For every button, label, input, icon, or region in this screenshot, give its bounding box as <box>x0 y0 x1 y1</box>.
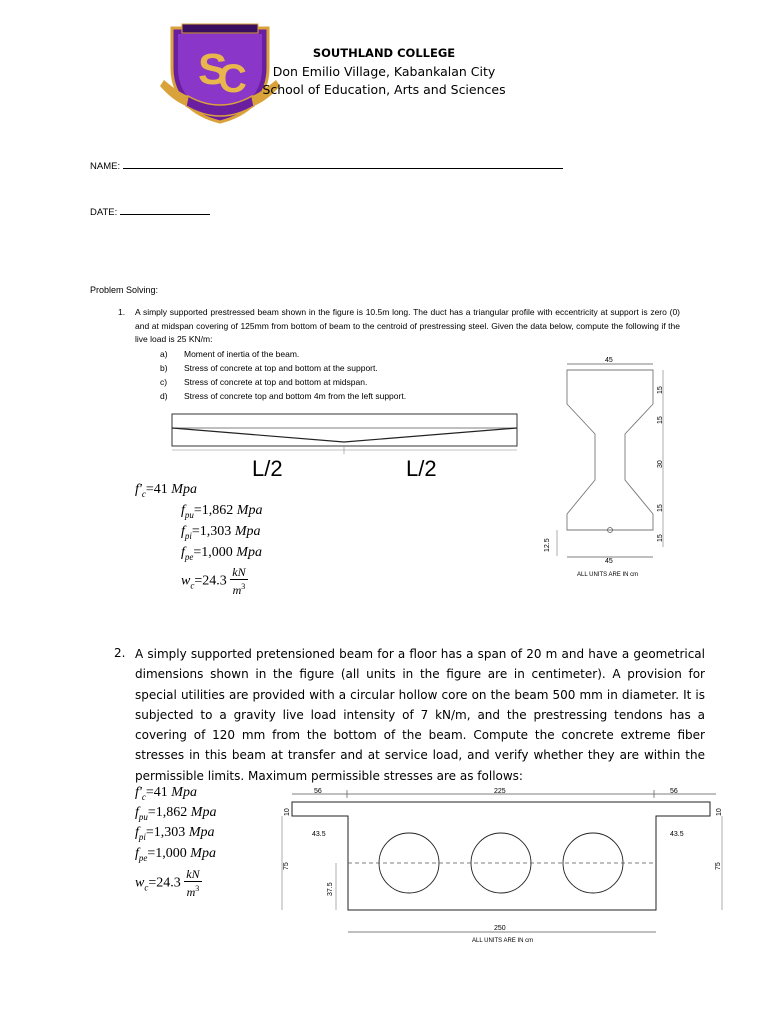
given-fc-1: $f'_c=41$ Mpa <box>135 482 197 499</box>
given-fpi-2: $f_{pi}=1,303$ Mpa <box>135 825 215 842</box>
name-label: NAME: <box>90 161 121 172</box>
dim-middle-width: 225 <box>494 788 506 795</box>
dim-height-left: 75 <box>283 862 290 870</box>
beam-label-left: L/2 <box>252 456 283 481</box>
dim-height-right: 75 <box>715 862 722 870</box>
dim-cover-2: 37.5 <box>327 882 334 896</box>
problem1-text: A simply supported prestressed beam shown in the figure is 10.5m long. The duct has a triangular profile with eccentricity at support is zero (0) and at midspan covering of 125mm from bottom of beam to the centroid of prestressing steel. Given the data below, compute the following if the live load is 25 KN/m: <box>135 307 680 344</box>
dim-left-flange: 56 <box>314 788 322 795</box>
given-fpu-2: $f_{pu}=1,862$ Mpa <box>135 805 217 822</box>
dim-bottom-width: 45 <box>605 558 613 565</box>
dim-d4: 15 <box>657 504 664 512</box>
problem1-item-a-label: a) <box>160 349 168 359</box>
dim-right-step: 43.5 <box>670 831 684 838</box>
date-blank <box>120 206 210 215</box>
school-name: School of Education, Arts and Sciences <box>262 82 506 97</box>
dim-bottom-width-2: 250 <box>494 925 506 932</box>
dim-top-width: 45 <box>605 357 613 364</box>
given-fpe-2: $f_{pe}=1,000$ Mpa <box>135 846 216 863</box>
dim-flange-t-right: 10 <box>716 808 723 816</box>
given-wc-1: $w_c=24.3$ $\frac{kN}{m^3}$ <box>181 565 246 597</box>
problem1-item-b: Stress of concrete at top and bottom at the support. <box>184 363 378 373</box>
problem1-number: 1. <box>118 307 126 317</box>
svg-text:S: S <box>198 45 228 94</box>
dim-d3: 30 <box>657 460 664 468</box>
i-beam-section-diagram <box>535 352 680 584</box>
problem2-number: 2. <box>114 646 126 660</box>
dim-left-step: 43.5 <box>312 831 326 838</box>
dim-right-flange: 56 <box>670 788 678 795</box>
problem1-item-d: Stress of concrete top and bottom 4m from the left support. <box>184 391 407 401</box>
hollow-core-beam-diagram <box>272 784 732 950</box>
dim-d5: 15 <box>657 534 664 542</box>
given-wc-2: $w_c=24.3$ $\frac{kN}{m^3}$ <box>135 867 200 899</box>
date-field <box>90 206 210 218</box>
beam-label-right: L/2 <box>406 456 437 481</box>
given-fpu-1: $f_{pu}=1,862$ Mpa <box>181 503 263 520</box>
problem1-item-a: Moment of inertia of the beam. <box>184 349 300 359</box>
problem1-item-d-label: d) <box>160 391 168 401</box>
problem1-item-c: Stress of concrete at top and bottom at midspan. <box>184 377 368 387</box>
svg-text:C: C <box>218 57 247 101</box>
problem2-text: A simply supported pretensioned beam for a floor has a span of 20 m and have a geometrical dimensions shown in the figure (all units in the figure are in centimeter). A provision for special utilities are provided with a circular hollow core on the beam 500 mm in diameter. It is subjected to a gravity live load intensity of 7 kN/m, and the prestressing tendons has a covering of 120 mm from the bottom of the beam. Compute the concrete extreme fiber stresses in this beam at transfer and at service load, and verify whether they are within the permissible limits. Maximum permissible stresses are as follows: <box>135 647 705 783</box>
date-label: DATE: <box>90 207 118 218</box>
given-fpe-1: $f_{pe}=1,000$ Mpa <box>181 545 262 562</box>
dim-cover: 12.5 <box>544 538 551 552</box>
given-fpi-1: $f_{pi}=1,303$ Mpa <box>181 524 261 541</box>
name-field <box>90 160 563 172</box>
units-note-2: ALL UNITS ARE IN cm <box>472 938 534 944</box>
dim-flange-t-left: 10 <box>284 808 291 816</box>
problem1-item-b-label: b) <box>160 363 168 373</box>
college-address: Don Emilio Village, Kabankalan City <box>272 64 496 79</box>
beam-elevation-diagram <box>170 410 520 482</box>
section-title: Problem Solving: <box>90 285 159 295</box>
dim-d2: 15 <box>657 416 664 424</box>
given-fc-2: $f'_c=41$ Mpa <box>135 785 197 802</box>
name-blank <box>123 160 563 169</box>
dim-d1: 15 <box>657 386 664 394</box>
units-note-1: ALL UNITS ARE IN cm <box>577 572 639 578</box>
college-name: SOUTHLAND COLLEGE <box>312 46 456 60</box>
problem1-item-c-label: c) <box>160 377 168 387</box>
